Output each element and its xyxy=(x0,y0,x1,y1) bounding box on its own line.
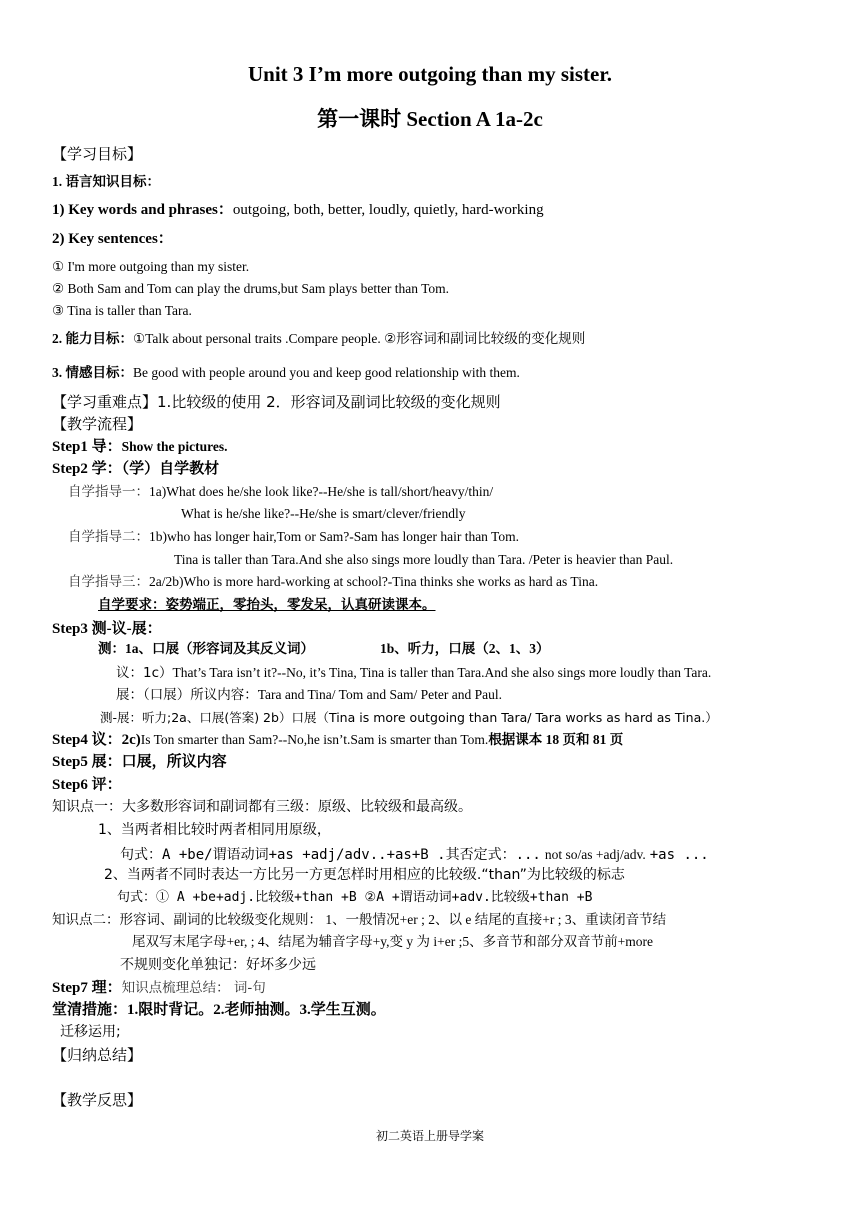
step4-tail: 根据课本 18 页和 81 页 xyxy=(488,732,624,747)
step3-show-text: Tara and Tina/ Tom and Sam/ Peter and Paul. xyxy=(257,687,502,702)
ability-text: ①Talk about personal traits .Compare people. ②形容词和副词比较级的变化规则 xyxy=(133,331,586,346)
step3-show xyxy=(116,687,502,703)
kp2-line-3: 不规则变化单独记：好坏多少远 xyxy=(120,957,316,973)
in-class-measures: 堂清措施：1.限时背记。2.老师抽测。3.学生互测。 xyxy=(52,1002,386,1018)
guide3-text: 2a/2b)Who is more hard-working at school?-Tina thinks she works as hard as Tina. xyxy=(149,574,599,589)
guide1-line-b: What is he/she like?--He/she is smart/clever/friendly xyxy=(181,506,466,521)
step5: Step5 展：口展，所议内容 xyxy=(52,754,227,770)
objective-language: 1. 语言知识目标： xyxy=(52,174,160,189)
objectives-heading: 【学习目标】 xyxy=(52,145,143,163)
step4 xyxy=(52,731,623,749)
kp1-pattern-2: 句式：① A +be+adj.比较级+than +B ②A +谓语动词+adv.比较级+than +B xyxy=(117,890,593,905)
kp1-pattern-1c: +as ... xyxy=(649,847,709,863)
transfer-application: 迁移运用; xyxy=(60,1024,121,1040)
step3: Step3 测-议-展： xyxy=(52,621,162,637)
step6: Step6 评： xyxy=(52,777,122,793)
key-words-label: 1) Key words and phrases： xyxy=(52,202,233,218)
step7 xyxy=(52,979,266,997)
sentence-2: ② Both Sam and Tom can play the drums,but Sam plays better than Tom. xyxy=(52,281,450,296)
sentence-1: ① I'm more outgoing than my sister. xyxy=(52,259,250,274)
keypoints-line xyxy=(52,393,501,411)
summary-heading: 【归纳总结】 xyxy=(52,1046,143,1064)
self-study-requirement: 自学要求：姿势端正，零抬头，零发呆，认真研读课本。 xyxy=(98,597,436,612)
kp1-pattern-1b: not so/as +adj/adv. xyxy=(544,847,646,862)
guide2-line-b: Tina is taller than Tara.And she also sings more loudly than Tara. /Peter is heavier than Paul. xyxy=(174,552,674,567)
step3-test-b: 1b、听力，口展（2、1、3） xyxy=(380,641,550,656)
step7-label: Step7 理： xyxy=(52,980,122,996)
page-footer: 初二英语上册导学案 xyxy=(375,1129,484,1143)
step3-show-label: 展：（口展）所议内容： xyxy=(116,687,258,703)
step3-discuss xyxy=(116,665,711,681)
step1-label: Step1 导： xyxy=(52,439,122,455)
guide2-label: 自学指导二： xyxy=(68,529,149,545)
objective-emotion xyxy=(52,365,520,381)
step3-discuss-label: 议：1c） xyxy=(116,665,173,681)
kp1-pattern-1 xyxy=(120,845,709,864)
knowledge-point-2: 知识点二：形容词、副词的比较级变化规则： 1、一般情况+er ; 2、以 e 结尾的直接+r ; 3、重读闭音节结 xyxy=(52,912,667,927)
kp1-item-2: 2、当两者不同时表达一方比另一方更怎样时用相应的比较级.“than”为比较级的标志 xyxy=(104,867,625,883)
kp1-item-1: 1、当两者相比较时两者相同用原级， xyxy=(98,822,331,838)
lesson-subtitle: 第一课时 Section A 1a-2c xyxy=(317,107,543,131)
guide2-line-a xyxy=(68,529,519,545)
step7-text: 知识点梳理总结： 词-句 xyxy=(121,980,266,996)
guide1-line-a xyxy=(68,484,493,500)
kp1-pattern-1a: 句式：A +be/谓语动词+as +adj/adv..+as+B .其否定式：... xyxy=(120,847,541,863)
ability-label: 2. 能力目标： xyxy=(52,331,133,346)
document-title: Unit 3 I’m more outgoing than my sister. xyxy=(247,62,612,86)
guide2-text-a: 1b)who has longer hair,Tom or Sam?-Sam has longer hair than Tom. xyxy=(149,529,519,544)
step3-test-show: 测-展：听力;2a、口展(答案) 2b）口展（Tina is more outgoing than Tara/ Tara works as hard as Tina.） xyxy=(100,710,718,725)
reflection-heading: 【教学反思】 xyxy=(52,1091,143,1109)
step1-text: Show the pictures. xyxy=(121,439,228,454)
step1 xyxy=(52,438,227,456)
step2: Step2 学：（学）自学教材 xyxy=(52,461,220,477)
step3-test-a: 测：1a、口展（形容词及其反义词） xyxy=(98,641,314,656)
step4-text: Is Ton smarter than Sam?--No,he isn’t.Sam is smarter than Tom. xyxy=(140,732,489,747)
guide1-text-a: 1a)What does he/she look like?--He/she is tall/short/heavy/thin/ xyxy=(149,484,494,499)
process-heading: 【教学流程】 xyxy=(52,415,143,433)
objective-ability xyxy=(52,331,585,347)
knowledge-point-1: 知识点一：大多数形容词和副词都有三级：原级、比较级和最高级。 xyxy=(52,799,472,815)
guide3-line xyxy=(68,574,598,590)
key-sentences-label: 2) Key sentences： xyxy=(52,231,173,247)
step3-discuss-text: That’s Tara isn’t it?--No, it’s Tina, Tina is taller than Tara.And she also sings more loudly than Tara. xyxy=(172,665,712,680)
guide3-label: 自学指导三： xyxy=(68,574,149,590)
emotion-text: Be good with people around you and keep good relationship with them. xyxy=(133,365,520,380)
key-words-line xyxy=(52,201,544,219)
emotion-label: 3. 情感目标： xyxy=(52,365,133,380)
guide1-label: 自学指导一： xyxy=(68,484,149,500)
kp2-line-2: 尾双写末尾字母+er, ; 4、结尾为辅音字母+y,变 y 为 i+er ;5、多音节和部分双音节前+more xyxy=(132,934,654,949)
keypoints-text: 1.比较级的使用 2．形容词及副词比较级的变化规则 xyxy=(157,393,501,411)
key-words-text: outgoing, both, better, loudly, quietly, hard-working xyxy=(232,202,544,218)
step4-label: Step4 议：2c) xyxy=(52,732,141,748)
sentence-3: ③ Tina is taller than Tara. xyxy=(52,303,192,318)
keypoints-heading: 【学习重难点】 xyxy=(52,393,158,411)
